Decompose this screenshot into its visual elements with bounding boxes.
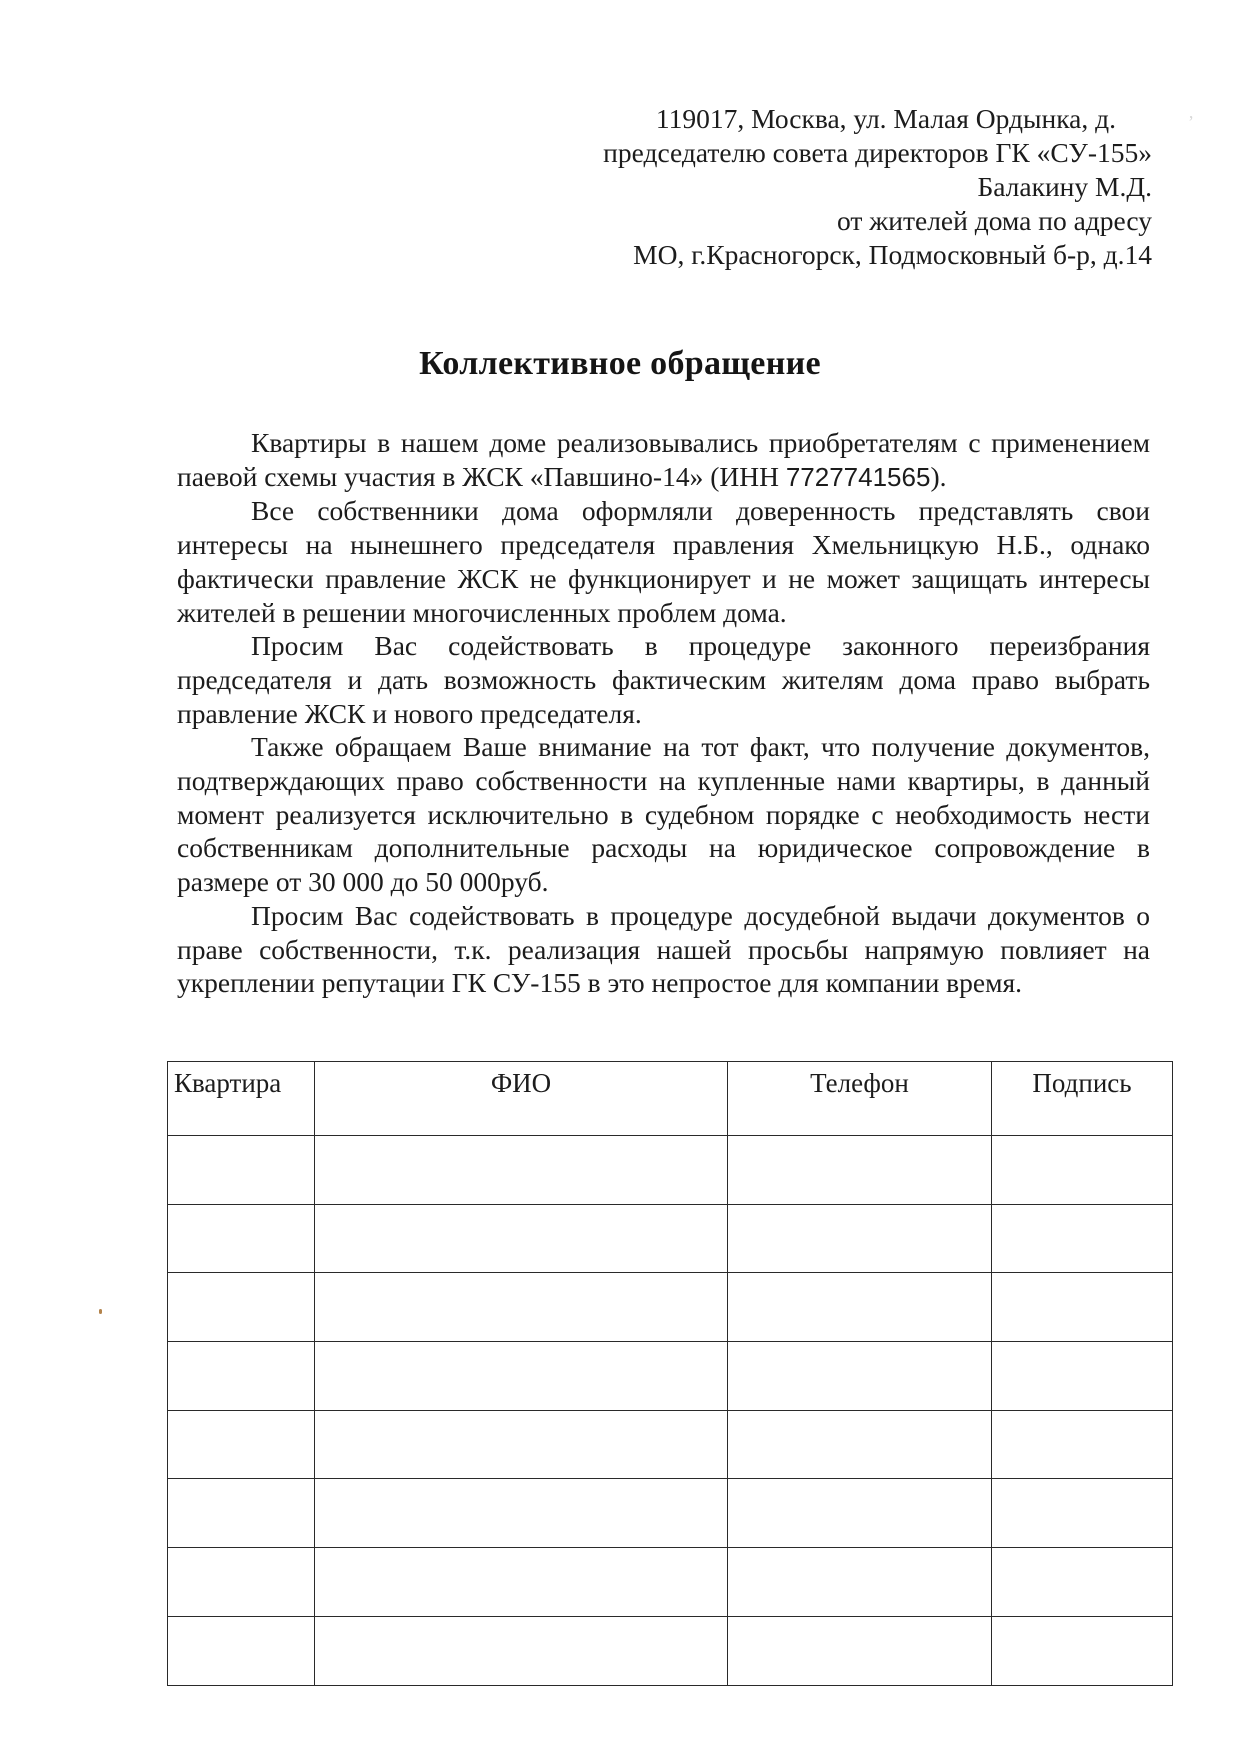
apartment-cell[interactable] [168, 1616, 315, 1685]
table-row [168, 1410, 1173, 1479]
signature-table [167, 1061, 1173, 1686]
document-body [177, 426, 1150, 1000]
signature-cell[interactable] [992, 1410, 1173, 1479]
table-row [168, 1342, 1173, 1411]
signature-cell[interactable] [992, 1616, 1173, 1685]
table-row [168, 1479, 1173, 1548]
apartment-cell[interactable] [168, 1410, 315, 1479]
signature-cell[interactable] [992, 1204, 1173, 1273]
addressee-name: Балакину М.Д. [977, 171, 1152, 202]
signature-cell[interactable] [992, 1479, 1173, 1548]
full-name-cell[interactable] [315, 1548, 728, 1617]
phone-cell[interactable] [728, 1479, 992, 1548]
signature-cell[interactable] [992, 1548, 1173, 1617]
addressee-address: 119017, Москва, ул. Малая Ордынка, д. [655, 103, 1116, 134]
full-name-cell[interactable] [315, 1616, 728, 1685]
phone-cell[interactable] [728, 1273, 992, 1342]
phone-cell[interactable] [728, 1136, 992, 1205]
paragraph-4: Также обращаем Ваше внимание на тот факт, что получение документов, подтверждающих право собственности на купленные нами квартиры, в данный момент реализуется исключительно в судебном порядке с необходимость нести собственникам дополнительные расходы на юридическое сопровождение в размере от 30 000 до 50 000руб. [177, 731, 1150, 898]
sender-label: от жителей дома по адресу [836, 205, 1152, 236]
table-header-row [168, 1062, 1173, 1136]
phone-cell[interactable] [728, 1410, 992, 1479]
paragraph-2: Все собственники дома оформляли доверенность представлять свои интересы на нынешнего председателя правления Хмельницкую Н.Б., однако фактически правление ЖСК не функционирует и не может защищать интересы жителей в решении многочисленных проблем дома. [177, 495, 1150, 628]
paragraph-1 [177, 426, 1150, 494]
phone-cell[interactable] [728, 1548, 992, 1617]
apartment-cell[interactable] [168, 1136, 315, 1205]
signature-cell[interactable] [992, 1136, 1173, 1205]
paragraph-3: Просим Вас содействовать в процедуре законного переизбрания председателя и дать возможность фактическим жителям дома право выбрать правление ЖСК и нового председателя. [177, 630, 1150, 729]
table-row [168, 1136, 1173, 1205]
paragraph-1-tail: ). [930, 460, 947, 492]
column-header-apartment: Квартира [168, 1062, 315, 1136]
addressee-block [603, 102, 1152, 272]
sender-address: МО, г.Красногорск, Подмосковный б-р, д.14 [633, 239, 1152, 270]
apartment-cell[interactable] [168, 1479, 315, 1548]
signature-table-body [168, 1136, 1173, 1686]
full-name-cell[interactable] [315, 1273, 728, 1342]
paragraph-5: Просим Вас содействовать в процедуре досудебной выдачи документов о праве собственности, т.к. реализация нашей просьбы напрямую повлияет на укреплении репутации ГК СУ-155 в это непростое для компании время. [177, 899, 1150, 999]
scan-mark: ’ [1188, 112, 1194, 132]
apartment-cell[interactable] [168, 1548, 315, 1617]
table-row [168, 1273, 1173, 1342]
scan-speck [99, 1309, 102, 1314]
addressee-position: председателю совета директоров ГК «СУ-155» [603, 137, 1152, 168]
full-name-cell[interactable] [315, 1479, 728, 1548]
phone-cell[interactable] [728, 1616, 992, 1685]
signature-cell[interactable] [992, 1342, 1173, 1411]
full-name-cell[interactable] [315, 1342, 728, 1411]
column-header-phone: Телефон [728, 1062, 992, 1136]
document-title: Коллективное обращение [419, 345, 821, 382]
inn-number: 7727741565 [785, 461, 931, 492]
table-row [168, 1548, 1173, 1617]
phone-cell[interactable] [728, 1204, 992, 1273]
signature-cell[interactable] [992, 1273, 1173, 1342]
apartment-cell[interactable] [168, 1204, 315, 1273]
column-header-signature: Подпись [992, 1062, 1173, 1136]
table-row [168, 1204, 1173, 1273]
full-name-cell[interactable] [315, 1410, 728, 1479]
full-name-cell[interactable] [315, 1136, 728, 1205]
full-name-cell[interactable] [315, 1204, 728, 1273]
column-header-full-name: ФИО [315, 1062, 728, 1136]
apartment-cell[interactable] [168, 1342, 315, 1411]
paragraph-1-text: Квартиры в нашем доме реализовывались приобретателям с применением паевой схемы участия в ЖСК «Павшино-14» (ИНН [177, 427, 1150, 492]
table-row [168, 1616, 1173, 1685]
phone-cell[interactable] [728, 1342, 992, 1411]
apartment-cell[interactable] [168, 1273, 315, 1342]
